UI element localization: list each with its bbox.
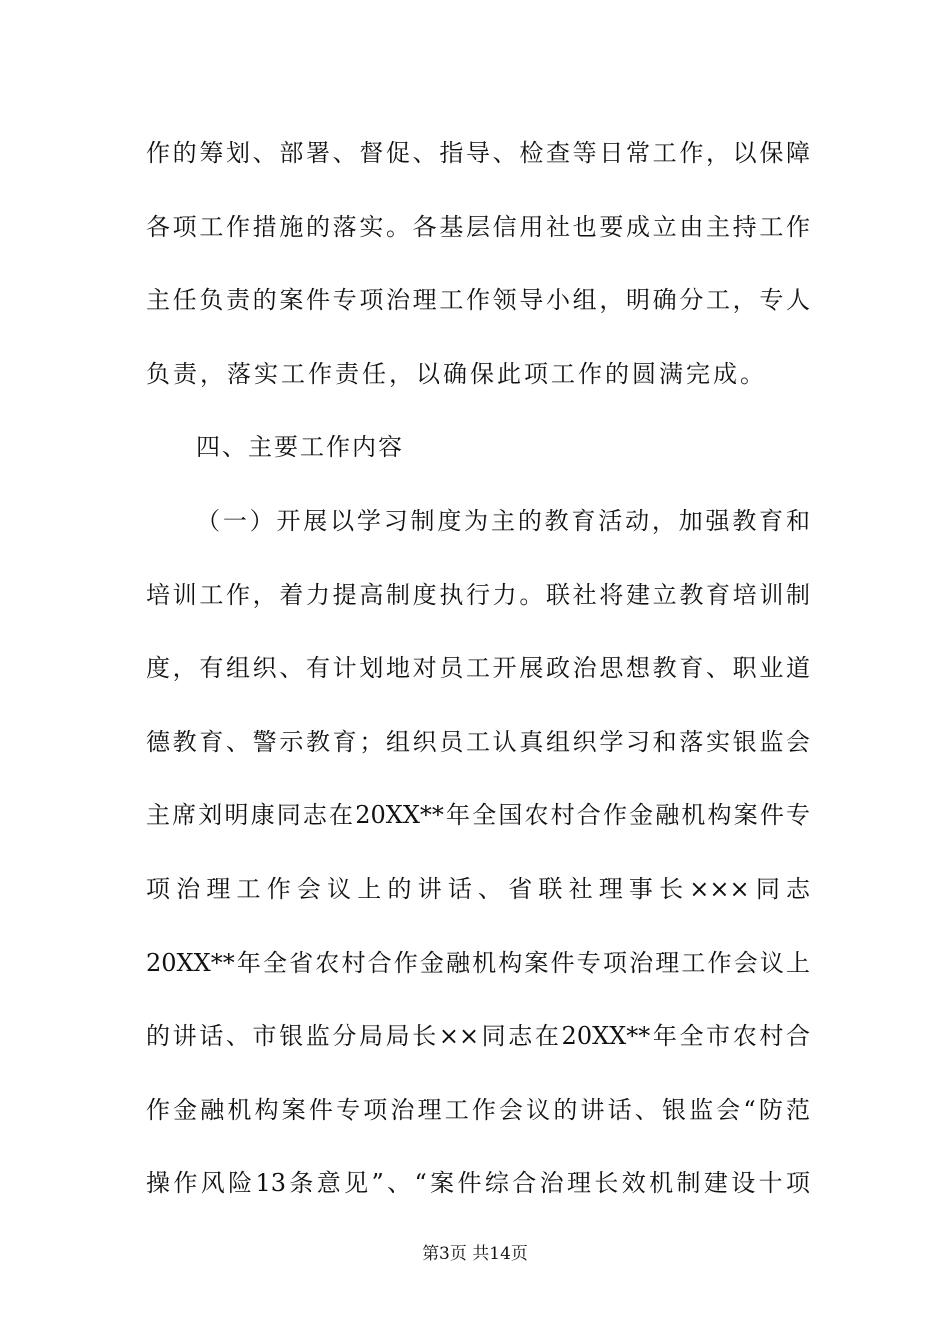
text-line: 主任负责的案件专项治理工作领导小组，明确分工，专人 <box>146 286 810 315</box>
text-line: 负责，落实工作责任，以确保此项工作的圆满完成。 <box>146 359 767 388</box>
text-line: 各项工作措施的落实。各基层信用社也要成立由主持工作 <box>146 212 810 241</box>
text-line: 主席刘明康同志在20XX**年全国农村合作金融机构案件专 <box>146 801 810 830</box>
text-line: 培训工作，着力提高制度执行力。联社将建立教育培训制 <box>146 580 810 609</box>
text-line: 操作风险13条意见”、“案件综合治理长效机制建设十项 <box>146 1169 810 1198</box>
text-line: 度，有组织、有计划地对员工开展政治思想教育、职业道 <box>146 654 810 683</box>
text-line: 的讲话、市银监分局局长××同志在20XX**年全市农村合 <box>146 1022 810 1051</box>
text-line: （一）开展以学习制度为主的教育活动，加强教育和 <box>196 506 810 535</box>
text-line: 德教育、警示教育；组织员工认真组织学习和落实银监会 <box>146 727 810 756</box>
text-line: 作金融机构案件专项治理工作会议的讲话、银监会“防范 <box>146 1095 810 1124</box>
text-line: 作的筹划、部署、督促、指导、检查等日常工作，以保障 <box>146 139 810 167</box>
text-line: 20XX**年全省农村合作金融机构案件专项治理工作会议上 <box>146 948 810 977</box>
section-heading: 四、主要工作内容 <box>196 433 404 462</box>
text-line: 项治理工作会议上的讲话、省联社理事长×××同志 <box>146 874 810 903</box>
page-number-footer: 第3页 共14页 <box>422 1244 528 1264</box>
body-text <box>146 128 810 1232</box>
